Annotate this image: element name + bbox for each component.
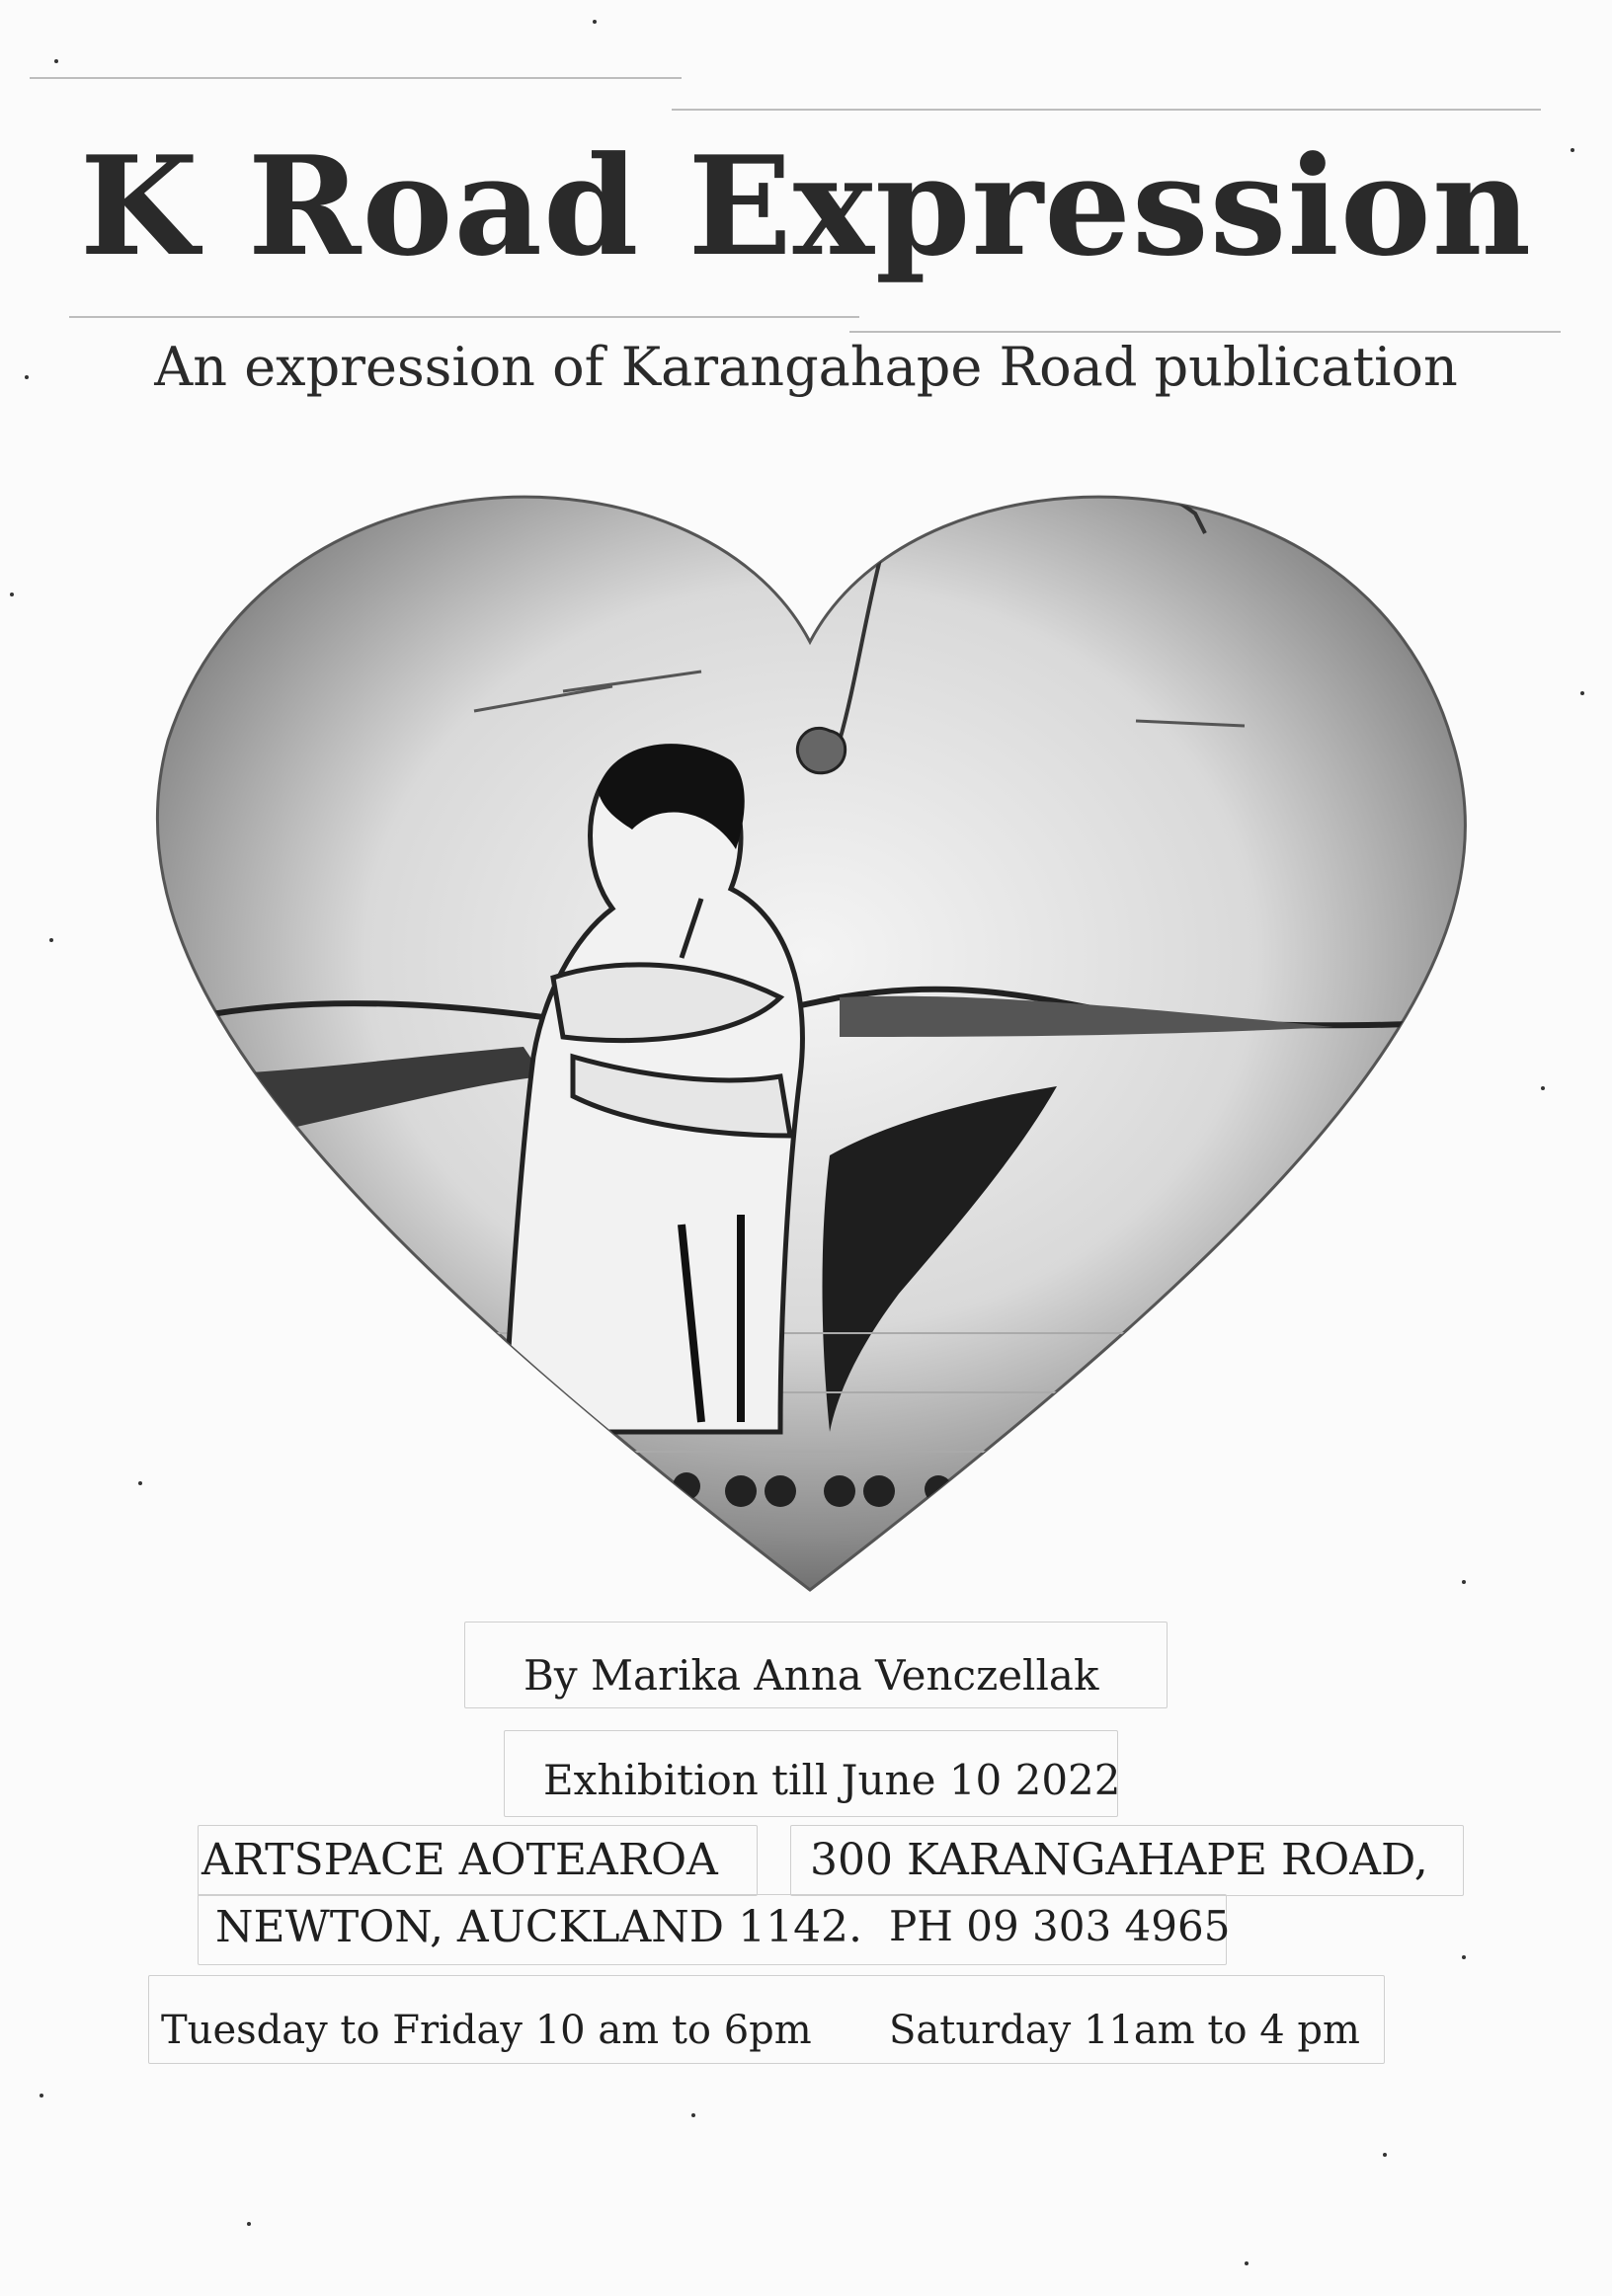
cut-line xyxy=(849,331,1561,333)
address-street: 300 KARANGAHAPE ROAD, xyxy=(810,1835,1428,1885)
speck xyxy=(593,20,597,24)
speck xyxy=(1383,2153,1387,2157)
cut-line xyxy=(672,109,1541,111)
speck xyxy=(49,938,53,942)
phone-number: PH 09 303 4965 xyxy=(889,1902,1231,1950)
speck xyxy=(54,59,58,63)
speck xyxy=(1571,148,1574,152)
address-city: NEWTON, AUCKLAND 1142. xyxy=(215,1902,863,1952)
speck xyxy=(1462,1580,1466,1584)
heart-shape xyxy=(157,497,1465,1590)
speck xyxy=(1580,691,1584,695)
speck xyxy=(138,1481,142,1485)
speck xyxy=(10,593,14,596)
heart-illustration-icon xyxy=(148,444,1472,1600)
speck xyxy=(691,2113,695,2117)
cut-line xyxy=(30,77,682,79)
speck xyxy=(247,2222,251,2226)
page-subtitle: An expression of Karangahape Road publication xyxy=(154,336,1458,398)
speck xyxy=(1462,1955,1466,1959)
speck xyxy=(40,2094,43,2098)
speck xyxy=(1245,2261,1249,2265)
exhibition-dates: Exhibition till June 10 2022 xyxy=(543,1756,1121,1804)
venue-name: ARTSPACE AOTEAROA xyxy=(202,1835,718,1885)
page-title: K Road Expression xyxy=(79,125,1533,286)
speck xyxy=(25,375,29,379)
cut-line xyxy=(69,316,859,318)
hours-saturday: Saturday 11am to 4 pm xyxy=(889,2008,1360,2053)
author-credit: By Marika Anna Venczellak xyxy=(524,1651,1099,1700)
hours-weekday: Tuesday to Friday 10 am to 6pm xyxy=(161,2008,812,2053)
speck xyxy=(1541,1086,1545,1090)
